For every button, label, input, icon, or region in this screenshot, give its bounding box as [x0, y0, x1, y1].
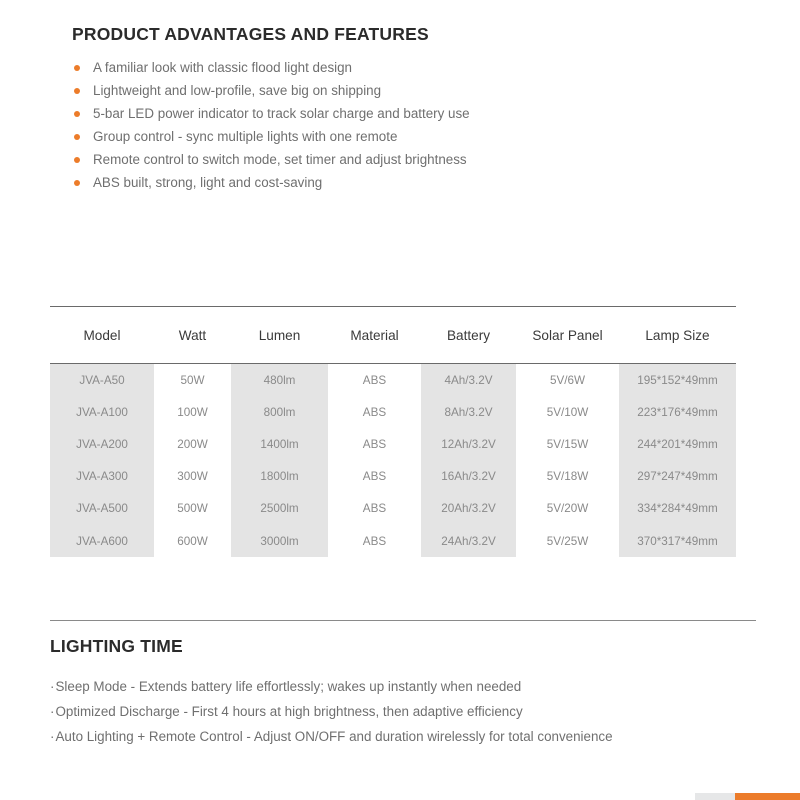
cell-material: ABS [328, 364, 421, 397]
cell-watt: 300W [154, 461, 231, 493]
list-item [72, 102, 800, 125]
list-item-label: Optimized Discharge - First 4 hours at high brightness, then adaptive efficiency [55, 704, 523, 719]
cell-battery: 16Ah/3.2V [421, 461, 516, 493]
column-header-solar-panel: Solar Panel [516, 307, 619, 364]
table-row [50, 461, 736, 493]
column-header-model: Model [50, 307, 154, 364]
list-item [72, 171, 800, 194]
cell-solar-panel: 5V/10W [516, 396, 619, 428]
cell-model: JVA-A600 [50, 525, 154, 557]
cell-battery: 4Ah/3.2V [421, 364, 516, 397]
column-header-material: Material [328, 307, 421, 364]
table-row [50, 525, 736, 557]
table-row [50, 396, 736, 428]
lighting-time-section [0, 636, 800, 749]
list-item [50, 674, 800, 699]
list-item [72, 148, 800, 171]
bullet-dot-icon [74, 180, 80, 186]
list-item [72, 56, 800, 79]
list-item-label: 5-bar LED power indicator to track solar charge and battery use [93, 106, 470, 121]
cell-lumen: 480lm [231, 364, 328, 397]
cell-solar-panel: 5V/20W [516, 493, 619, 525]
cell-lumen: 3000lm [231, 525, 328, 557]
column-header-lamp-size: Lamp Size [619, 307, 736, 364]
bullet-dot-icon [74, 134, 80, 140]
product-advantages-section [0, 0, 800, 194]
table-row [50, 493, 736, 525]
cell-watt: 500W [154, 493, 231, 525]
column-header-battery: Battery [421, 307, 516, 364]
column-header-lumen: Lumen [231, 307, 328, 364]
cell-battery: 8Ah/3.2V [421, 396, 516, 428]
cell-lumen: 1400lm [231, 428, 328, 460]
bullet-dot-icon [74, 111, 80, 117]
list-item [50, 699, 800, 724]
specification-table-section [50, 306, 736, 557]
cell-lamp-size: 244*201*49mm [619, 428, 736, 460]
cell-watt: 100W [154, 396, 231, 428]
lighting-time-list [0, 674, 800, 749]
cell-watt: 200W [154, 428, 231, 460]
list-item-label: Remote control to switch mode, set timer and adjust brightness [93, 152, 467, 167]
cell-material: ABS [328, 461, 421, 493]
footer-bar-orange [735, 793, 800, 800]
cell-model: JVA-A50 [50, 364, 154, 397]
cell-solar-panel: 5V/18W [516, 461, 619, 493]
table-row [50, 364, 736, 397]
cell-material: ABS [328, 493, 421, 525]
section-divider [50, 620, 756, 621]
table-body [50, 364, 736, 558]
page-title: PRODUCT ADVANTAGES AND FEATURES [72, 24, 429, 44]
cell-model: JVA-A200 [50, 428, 154, 460]
cell-material: ABS [328, 428, 421, 460]
cell-lamp-size: 334*284*49mm [619, 493, 736, 525]
advantages-list [0, 56, 800, 194]
specification-table [50, 306, 736, 557]
cell-battery: 12Ah/3.2V [421, 428, 516, 460]
list-item-label: Lightweight and low-profile, save big on shipping [93, 83, 382, 98]
cell-lumen: 1800lm [231, 461, 328, 493]
table-header-row [50, 307, 736, 364]
cell-lamp-size: 195*152*49mm [619, 364, 736, 397]
cell-battery: 24Ah/3.2V [421, 525, 516, 557]
footer-bar-gray [695, 793, 735, 800]
list-item [72, 125, 800, 148]
list-item-label: Group control - sync multiple lights with one remote [93, 129, 398, 144]
bullet-dot-icon [74, 157, 80, 163]
cell-watt: 50W [154, 364, 231, 397]
table-row [50, 428, 736, 460]
list-item-label: ABS built, strong, light and cost-saving [93, 175, 323, 190]
cell-lamp-size: 370*317*49mm [619, 525, 736, 557]
cell-model: JVA-A100 [50, 396, 154, 428]
cell-solar-panel: 5V/25W [516, 525, 619, 557]
column-header-watt: Watt [154, 307, 231, 364]
bullet-dot-icon [74, 65, 80, 71]
cell-material: ABS [328, 396, 421, 428]
cell-lumen: 800lm [231, 396, 328, 428]
list-item [72, 79, 800, 102]
cell-model: JVA-A500 [50, 493, 154, 525]
list-item-label: Sleep Mode - Extends battery life effortlessly; wakes up instantly when needed [55, 679, 522, 694]
cell-model: JVA-A300 [50, 461, 154, 493]
list-item-label: A familiar look with classic flood light design [93, 60, 353, 75]
bullet-mark-icon: · [50, 704, 55, 719]
list-item-label: Auto Lighting + Remote Control - Adjust ON/OFF and duration wirelessly for total convenience [55, 729, 613, 744]
cell-lamp-size: 223*176*49mm [619, 396, 736, 428]
lighting-time-title: LIGHTING TIME [50, 636, 183, 656]
bullet-dot-icon [74, 88, 80, 94]
cell-solar-panel: 5V/15W [516, 428, 619, 460]
list-item [50, 724, 800, 749]
cell-solar-panel: 5V/6W [516, 364, 619, 397]
cell-lamp-size: 297*247*49mm [619, 461, 736, 493]
bullet-mark-icon: · [50, 729, 55, 744]
cell-watt: 600W [154, 525, 231, 557]
cell-lumen: 2500lm [231, 493, 328, 525]
table-head [50, 307, 736, 364]
bullet-mark-icon: · [50, 679, 55, 694]
cell-battery: 20Ah/3.2V [421, 493, 516, 525]
cell-material: ABS [328, 525, 421, 557]
